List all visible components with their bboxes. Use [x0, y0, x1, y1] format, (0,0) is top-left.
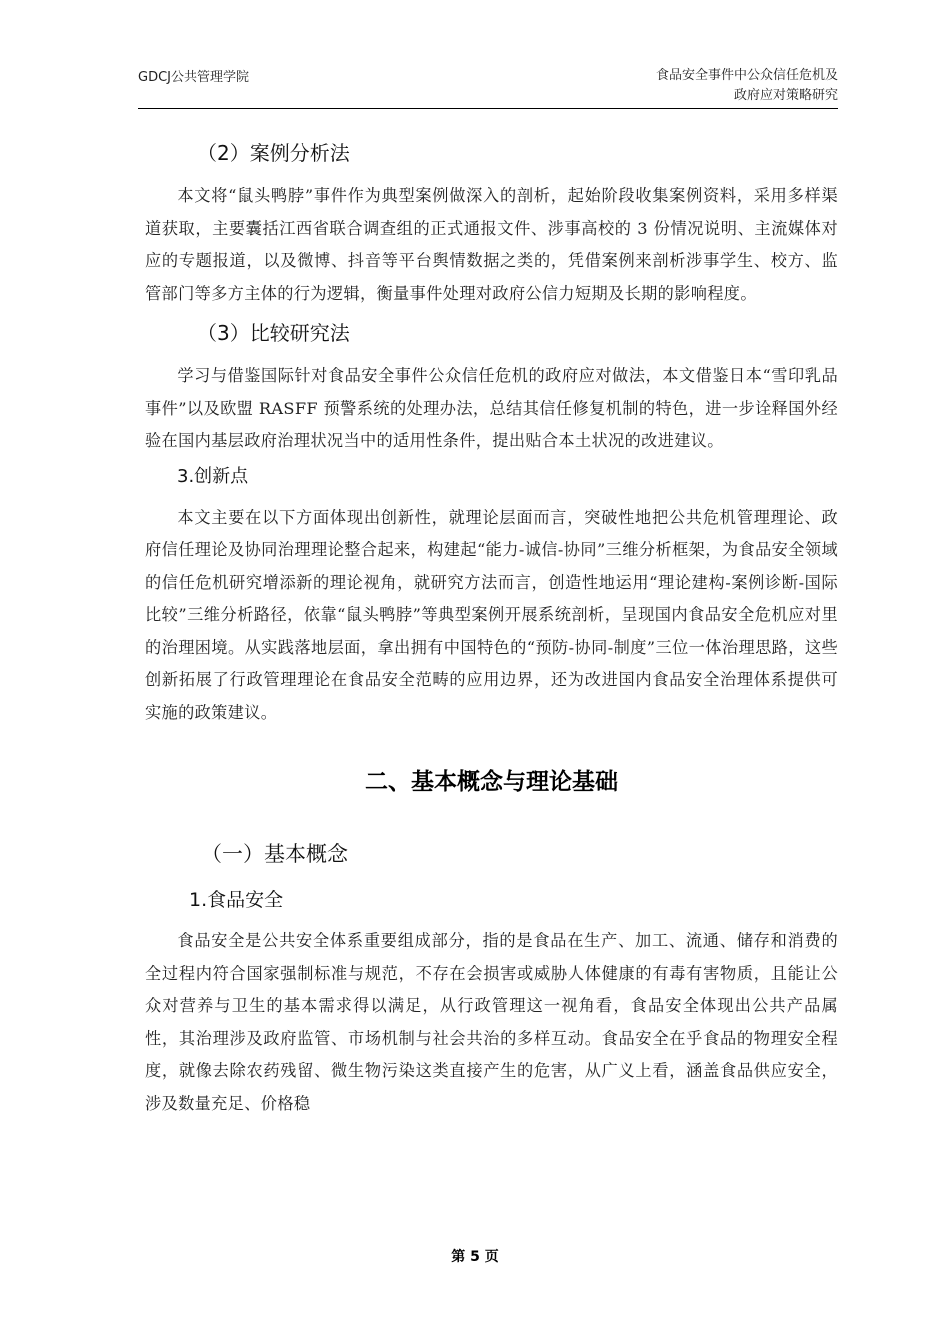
food-safety-heading: 1.食品安全: [189, 889, 284, 911]
header-institution: GDCJ公共管理学院: [138, 70, 249, 85]
basic-concepts-heading: （一）基本概念: [201, 842, 348, 866]
innovation-heading: 3.创新点: [177, 465, 249, 487]
page-content: [145, 130, 838, 1124]
comparative-research-paragraph: 学习与借鉴国际针对食品安全事件公众信任危机的政府应对做法，本文借鉴日本“雪印乳品事件”以及欧盟 RASFF 预警系统的处理办法，总结其信任修复机制的特色，进一步诠释国外经验在国内基层政府治理状况当中的适用性条件，提出贴合本土状况的改进建议。: [145, 366, 838, 450]
header-title: [656, 66, 838, 106]
food-safety-paragraph: 食品安全是公共安全体系重要组成部分，指的是食品在生产、加工、流通、储存和消费的全过程内符合国家强制标准与规范，不存在会损害或威胁人体健康的有毒有害物质，且能让公众对营养与卫生的基本需求得以满足，从行政管理这一视角看，食品安全体现出公共产品属性，其治理涉及政府监管、市场机制与社会共治的多样互动。食品安全在乎食品的物理安全程度，就像去除农药残留、微生物污染这类直接产生的危害，从广义上看，涵盖食品供应安全，涉及数量充足、价格稳: [145, 931, 838, 1113]
case-analysis-paragraph: 本文将“鼠头鸭脖”事件作为典型案例做深入的剖析，起始阶段收集案例资料，采用多样渠道获取，主要囊括江西省联合调查组的正式通报文件、涉事高校的 3 份情况说明、主流媒体对应的专题报道，以及微博、抖音等平台舆情数据之类的，凭借案例来剖析涉事学生、校方、监管部门等多方主体的行为逻辑，衡量事件处理对政府公信力短期及长期的影响程度。: [145, 186, 838, 303]
page-number: 第 5 页: [451, 1249, 499, 1265]
header-title-line2: 政府应对策略研究: [733, 88, 838, 103]
header-divider: [138, 108, 838, 109]
case-analysis-heading: （2）案例分析法: [197, 141, 350, 165]
comparative-research-heading: （3）比较研究法: [197, 321, 350, 345]
header-title-line1: 食品安全事件中公众信任危机及: [655, 68, 838, 83]
chapter-title: 二、基本概念与理论基础: [365, 769, 618, 795]
innovation-paragraph: 本文主要在以下方面体现出创新性，就理论层面而言，突破性地把公共危机管理理论、政府信任理论及协同治理理论整合起来，构建起“能力-诚信-协同”三维分析框架，为食品安全领域的信任危机研究增添新的理论视角，就研究方法而言，创造性地运用“理论建构-案例诊断-国际比较”三维分析路径，依靠“鼠头鸭脖”等典型案例开展系统剖析，呈现国内食品安全危机应对里的治理困境。从实践落地层面，拿出拥有中国特色的“预防-协同-制度”三位一体治理思路，这些创新拓展了行政管理理论在食品安全范畴的应用边界，还为改进国内食品安全治理体系提供可实施的政策建议。: [145, 507, 838, 722]
